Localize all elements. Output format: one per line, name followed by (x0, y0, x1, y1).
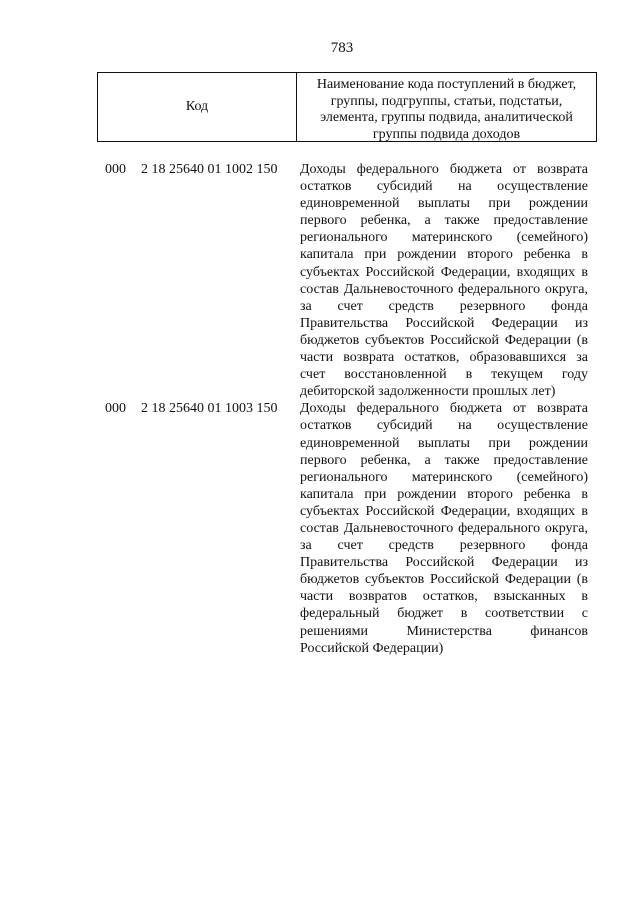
income-code: 2 18 25640 01 1003 150 (141, 401, 278, 417)
table-row (105, 161, 595, 400)
header-code-label: Код (98, 73, 297, 141)
table-body (105, 161, 595, 657)
admin-code: 000 (105, 401, 126, 417)
admin-code: 000 (105, 162, 126, 177)
row-code (105, 161, 300, 400)
table-header (97, 72, 597, 142)
income-code: 2 18 25640 01 1002 150 (141, 162, 278, 177)
row-description: Доходы федерального бюджета от возврата остатков субсидий на осуществление единовременной выплаты при рождении первого ребенка, а также предоставление регионального материнского (семейного) капитала при рождении второго ребенка в субъектах Российской Федерации, входящих в состав Дальневосточного федерального округа, за счет средств резервного фонда Правительства Российской Федерации из бюджетов субъектов Российской Федерации (в части возвратов остатков, взысканных в федеральный бюджет в соответствии с решениями Министерства финансов Российской Федерации) (300, 401, 588, 656)
row-code (105, 400, 300, 656)
row-description: Доходы федерального бюджета от возврата остатков субсидий на осуществление единовременной выплаты при рождении первого ребенка, а также предоставление регионального материнского (семейного) капитала при рождении второго ребенка в субъектах Российской Федерации, входящих в состав Дальневосточного федерального округа, за счет средств резервного фонда Правительства Российской Федерации из бюджетов субъектов Российской Федерации (в части возврата остатков, образовавшихся за счет восстановленной в текущем году дебиторской задолженности прошлых лет) (300, 162, 588, 400)
page-number: 783 (330, 40, 354, 56)
table-row (105, 400, 595, 656)
header-name-label: Наименование кода поступлений в бюджет, группы, подгруппы, статьи, подстатьи, элемента, группы подвида, аналитической группы подвида доходов (316, 77, 577, 142)
